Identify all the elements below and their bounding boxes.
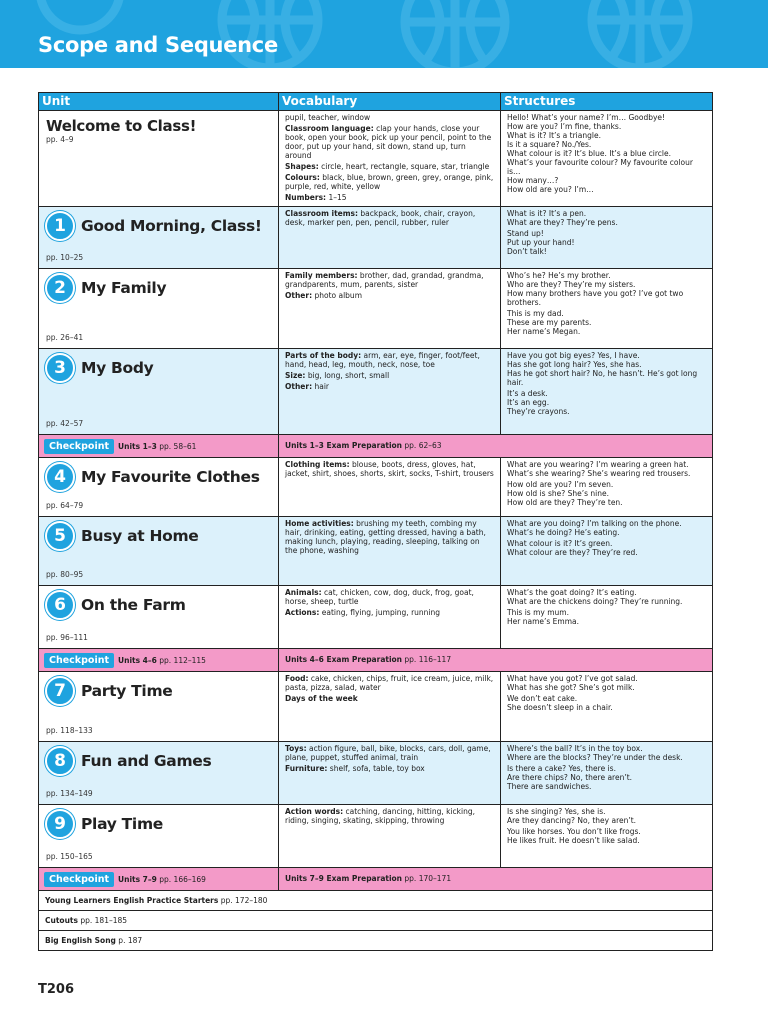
vocab-entry [285, 608, 494, 617]
vocab-entry [285, 271, 494, 289]
vocab-entry [285, 291, 494, 300]
checkpoint-badge: Checkpoint [44, 653, 114, 668]
vocab-label: Food: [285, 674, 309, 683]
checkpoint-cell [39, 868, 279, 891]
unit-name: Party Time [81, 682, 173, 700]
footer-row [39, 911, 713, 931]
unit-name: Fun and Games [81, 752, 212, 770]
structure-block: What are you doing? I’m talking on the phone. What’s he doing? He’s eating. [507, 519, 682, 537]
unit-row [39, 349, 713, 435]
vocab-text: brother, dad, grandad, grandma, grandparents, mum, parents, sister [285, 271, 484, 289]
footer-pages: pp. 172–180 [218, 896, 268, 905]
unit-number-badge: 3 [45, 353, 75, 383]
unit-vocab-cell [279, 269, 501, 349]
unit-pages: pp. 118–133 [46, 726, 93, 735]
structure-block: We don’t eat cake. She doesn’t sleep in a chair. [507, 694, 613, 712]
vocab-text: cake, chicken, chips, fruit, ice cream, juice, milk, pasta, pizza, salad, water [285, 674, 494, 692]
unit-vocab-cell [279, 742, 501, 805]
unit-pages: pp. 64–79 [46, 501, 84, 510]
checkpoint-row [39, 649, 713, 672]
structure-block: Is she singing? Yes, she is. Are they dancing? No, they aren’t. [507, 807, 637, 825]
vocab-entry [285, 382, 494, 391]
vocab-label: Other: [285, 382, 313, 391]
structure-block: Who’s he? He’s my brother. Who are they? They’re my sisters. How many brothers have you got? I’ve got two brothers. [507, 271, 684, 307]
unit-structures-cell [501, 349, 713, 435]
unit-row [39, 269, 713, 349]
vocab-label: Action words: [285, 807, 344, 816]
checkpoint-badge: Checkpoint [44, 439, 114, 454]
structure-block: This is my mum. Her name’s Emma. [507, 608, 579, 626]
checkpoint-badge: Checkpoint [44, 872, 114, 887]
unit-number-badge: 7 [45, 676, 75, 706]
unit-heading [45, 676, 278, 706]
unit-number-badge: 2 [45, 273, 75, 303]
structure-block: What is it? It’s a pen. What are they? They’re pens. [507, 209, 618, 227]
checkpoint-row [39, 435, 713, 458]
vocab-label: Classroom language: [285, 124, 374, 133]
structures-list [501, 207, 712, 260]
unit-number-badge: 9 [45, 809, 75, 839]
vocab-text: photo album [312, 291, 362, 300]
welcome-pages: pp. 4–9 [46, 135, 74, 144]
unit-name: Play Time [81, 815, 164, 833]
vocab-label: Days of the week [285, 694, 358, 703]
unit-structures-cell [501, 672, 713, 742]
checkpoint-units-label: Units 7–9 [118, 874, 157, 884]
header-unit: Unit [39, 93, 279, 111]
vocab-entry [285, 460, 494, 478]
vocab-text: 1–15 [326, 193, 347, 202]
unit-number-badge: 6 [45, 590, 75, 620]
unit-number-badge: 5 [45, 521, 75, 551]
unit-vocab-cell [279, 349, 501, 435]
welcome-vocab-cell [279, 111, 501, 207]
unit-row [39, 517, 713, 586]
unit-pages: pp. 42–57 [46, 419, 84, 428]
checkpoint-cell [39, 435, 279, 458]
structure-block: What’s the goat doing? It’s eating. What are the chickens doing? They’re running. [507, 588, 683, 606]
footer-pages: p. 187 [115, 936, 143, 945]
unit-vocab-cell [279, 458, 501, 517]
unit-structures-cell [501, 517, 713, 586]
vocab-entry [285, 113, 494, 122]
unit-row [39, 586, 713, 649]
footer-label: Big English Song [45, 936, 116, 945]
structure-block: Hello! What’s your name? I’m… Goodbye! How are you? I’m fine, thanks. What is it? It’s a triangle. Is it a square? No./Yes. What colour is it? It’s blue. It’s a blue circle. What’s your favourite colour? My favourite colour is… How many…? How old are you? I’m… [507, 113, 693, 194]
unit-row [39, 458, 713, 517]
unit-row [39, 672, 713, 742]
checkpoint-units: Units 7–9 pp. 166–169 [118, 874, 206, 884]
unit-heading [45, 809, 278, 839]
footer-label: Young Learners English Practice Starters [45, 896, 219, 905]
welcome-structures-cell [501, 111, 713, 207]
vocab-entry [285, 209, 494, 227]
unit-cell [39, 458, 279, 517]
unit-heading [45, 746, 278, 776]
unit-name: On the Farm [81, 596, 186, 614]
unit-pages: pp. 10–25 [46, 253, 84, 262]
vocab-list [279, 207, 500, 231]
vocab-label: Size: [285, 371, 306, 380]
welcome-row [39, 111, 713, 207]
structures-list [501, 672, 712, 716]
vocab-label: Parts of the body: [285, 351, 362, 360]
exam-prep-cell: Units 4–6 Exam Preparation pp. 116–117 [279, 649, 713, 672]
unit-heading [45, 521, 278, 551]
checkpoint-units: Units 1–3 pp. 58–61 [118, 441, 197, 451]
vocab-text: brushing my teeth, combing my hair, drinking, eating, getting dressed, having a bath, making lunch, playing, reading, sleeping, talking on the phone, washing [285, 519, 486, 555]
unit-structures-cell [501, 458, 713, 517]
unit-pages: pp. 80–95 [46, 570, 84, 579]
vocab-entry [285, 351, 494, 369]
header-structures: Structures [501, 93, 713, 111]
unit-cell [39, 349, 279, 435]
unit-cell [39, 269, 279, 349]
structures-list [501, 349, 712, 420]
structure-block: What have you got? I’ve got salad. What has she got? She’s got milk. [507, 674, 638, 692]
header-vocabulary: Vocabulary [279, 93, 501, 111]
vocab-list [279, 269, 500, 304]
unit-cell [39, 672, 279, 742]
unit-pages: pp. 150–165 [46, 852, 93, 861]
vocab-label: Colours: [285, 173, 320, 182]
unit-structures-cell [501, 742, 713, 805]
vocab-label: Toys: [285, 744, 307, 753]
vocab-text: circle, heart, rectangle, square, star, triangle [318, 162, 490, 171]
unit-name: My Family [81, 279, 167, 297]
vocab-text: pupil, teacher, window [285, 113, 371, 122]
unit-row [39, 805, 713, 868]
footer-cell [39, 931, 713, 951]
scope-table [38, 92, 713, 951]
checkpoint-units-label: Units 1–3 [118, 441, 157, 451]
vocab-list [279, 586, 500, 621]
structure-block: This is my dad. These are my parents. Her name’s Megan. [507, 309, 592, 336]
structure-block: How old are you? I’m seven. How old is she? She’s nine. How old are they? They’re ten. [507, 480, 623, 507]
footer-row [39, 891, 713, 911]
unit-vocab-cell [279, 805, 501, 868]
unit-heading [45, 462, 278, 492]
vocab-label: Numbers: [285, 193, 327, 202]
vocab-entry [285, 193, 494, 202]
unit-row [39, 207, 713, 269]
vocab-text: blouse, boots, dress, gloves, hat, jacket, shirt, shoes, shorts, skirt, socks, T-shirt, trousers [285, 460, 494, 478]
unit-cell [39, 805, 279, 868]
vocab-list [279, 742, 500, 777]
unit-name: My Body [81, 359, 154, 377]
unit-heading [45, 273, 278, 303]
vocab-label: Actions: [285, 608, 320, 617]
unit-pages: pp. 134–149 [46, 789, 93, 798]
checkpoint-wrap [39, 868, 278, 890]
vocab-entry [285, 588, 494, 606]
unit-heading [45, 211, 278, 241]
structures-list [501, 586, 712, 630]
vocab-entry [285, 124, 494, 160]
vocab-label: Home activities: [285, 519, 354, 528]
vocab-label: Other: [285, 291, 313, 300]
vocab-text: cat, chicken, cow, dog, duck, frog, goat, horse, sheep, turtle [285, 588, 474, 606]
vocab-list [279, 349, 500, 395]
vocab-list [279, 517, 500, 559]
unit-structures-cell [501, 207, 713, 269]
vocab-text: shelf, sofa, table, toy box [327, 764, 425, 773]
vocab-text: hair [312, 382, 329, 391]
checkpoint-wrap [39, 649, 278, 671]
exam-prep-cell: Units 7–9 Exam Preparation pp. 170–171 [279, 868, 713, 891]
vocab-entry [285, 694, 494, 703]
vocab-label: Classroom items: [285, 209, 359, 218]
footer-cell [39, 911, 713, 931]
checkpoint-cell [39, 649, 279, 672]
vocab-text: backpack, book, chair, crayon, desk, marker pen, pen, pencil, rubber, ruler [285, 209, 476, 227]
unit-cell [39, 517, 279, 586]
vocab-text: eating, flying, jumping, running [319, 608, 441, 617]
structure-block: Is there a cake? Yes, there is. Are there chips? No, there aren’t. There are sandwiches. [507, 764, 633, 791]
structures-list [501, 458, 712, 511]
vocab-entry [285, 519, 494, 555]
structure-block: Where’s the ball? It’s in the toy box. Where are the blocks? They’re under the desk. [507, 744, 683, 762]
unit-pages: pp. 26–41 [46, 333, 84, 342]
exam-prep-cell: Units 1–3 Exam Preparation pp. 62–63 [279, 435, 713, 458]
unit-vocab-cell [279, 517, 501, 586]
checkpoint-wrap [39, 435, 278, 457]
unit-vocab-cell [279, 672, 501, 742]
footer-row [39, 931, 713, 951]
vocab-entry [285, 371, 494, 380]
welcome-unit-cell [39, 111, 279, 207]
unit-structures-cell [501, 586, 713, 649]
unit-name: My Favourite Clothes [81, 468, 260, 486]
checkpoint-units: Units 4–6 pp. 112–115 [118, 655, 206, 665]
structure-block: You like horses. You don’t like frogs. He likes fruit. He doesn’t like salad. [507, 827, 641, 845]
vocab-text: big, long, short, small [305, 371, 390, 380]
unit-name: Good Morning, Class! [81, 217, 262, 235]
footer-pages: pp. 181–185 [77, 916, 128, 925]
unit-cell [39, 207, 279, 269]
structures-list [501, 742, 712, 795]
vocab-text: action figure, ball, bike, blocks, cars, doll, game, plane, puppet, stuffed animal, train [285, 744, 491, 762]
vocab-label: Animals: [285, 588, 322, 597]
structures-list [501, 805, 712, 849]
structure-block: It’s a desk. It’s an egg. They’re crayons. [507, 389, 570, 416]
vocab-entry [285, 744, 494, 762]
page-title: Scope and Sequence [38, 33, 278, 57]
vocab-entry [285, 764, 494, 773]
vocab-text: black, blue, brown, green, grey, orange, pink, purple, red, white, yellow [285, 173, 494, 191]
checkpoint-row [39, 868, 713, 891]
unit-heading [45, 590, 278, 620]
welcome-title: Welcome to Class! [46, 117, 197, 135]
footer-cell [39, 891, 713, 911]
page-number: T206 [38, 982, 75, 997]
exam-prep-label: Units 4–6 Exam Preparation [285, 655, 403, 664]
unit-number-badge: 1 [45, 211, 75, 241]
vocab-entry [285, 674, 494, 692]
structure-block: What colour is it? It’s green. What colour are they? They’re red. [507, 539, 638, 557]
vocab-entry [285, 807, 494, 825]
structures-list [501, 517, 712, 561]
vocab-text: arm, ear, eye, finger, foot/feet, hand, head, leg, mouth, neck, nose, toe [285, 351, 480, 369]
exam-prep-label: Units 1–3 Exam Preparation [285, 441, 403, 450]
vocab-text: catching, dancing, hitting, kicking, riding, singing, skating, skipping, throwing [285, 807, 475, 825]
unit-structures-cell [501, 805, 713, 868]
unit-vocab-cell [279, 207, 501, 269]
unit-pages: pp. 96–111 [46, 633, 88, 642]
exam-prep-label: Units 7–9 Exam Preparation [285, 874, 403, 883]
unit-name: Busy at Home [81, 527, 199, 545]
vocab-text: clap your hands, close your book, open your book, pick up your pencil, point to the door, put up your hand, sit down, stand up, turn around [285, 124, 492, 160]
vocab-entry [285, 162, 494, 171]
vocab-label: Family members: [285, 271, 358, 280]
unit-structures-cell [501, 269, 713, 349]
vocab-label: Furniture: [285, 764, 328, 773]
footer-label: Cutouts [45, 916, 78, 925]
header-banner [0, 0, 768, 68]
unit-row [39, 742, 713, 805]
vocab-list [279, 458, 500, 482]
unit-vocab-cell [279, 586, 501, 649]
unit-cell [39, 742, 279, 805]
structures-list [501, 269, 712, 340]
vocab-entry [285, 173, 494, 191]
vocab-label: Clothing items: [285, 460, 350, 469]
vocab-label: Shapes: [285, 162, 319, 171]
unit-number-badge: 4 [45, 462, 75, 492]
unit-cell [39, 586, 279, 649]
structure-block: Have you got big eyes? Yes, I have. Has she got long hair? Yes, she has. Has he got short hair? No, he hasn’t. He’s got long hair. [507, 351, 698, 387]
vocab-list [279, 805, 500, 829]
unit-heading [45, 353, 278, 383]
vocab-list [279, 672, 500, 707]
structure-block: What are you wearing? I’m wearing a green hat. What’s she wearing? She’s wearing red trousers. [507, 460, 691, 478]
structure-block: Stand up! Put up your hand! Don’t talk! [507, 229, 575, 256]
unit-number-badge: 8 [45, 746, 75, 776]
checkpoint-units-label: Units 4–6 [118, 655, 157, 665]
